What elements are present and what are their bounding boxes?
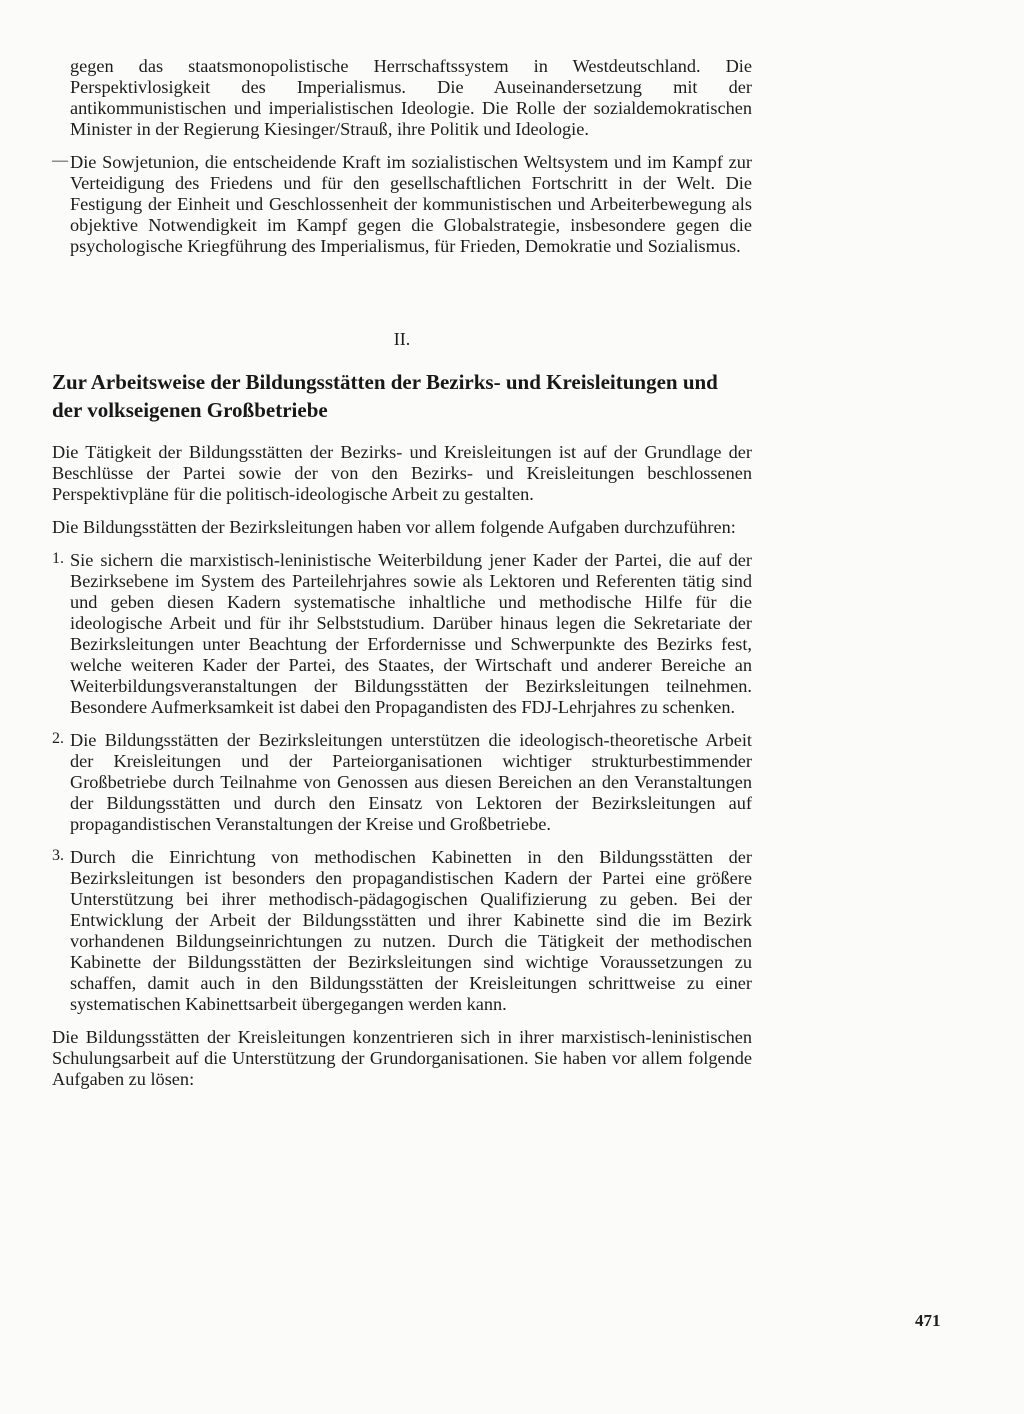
dash-marker: — [52,152,68,169]
section-number: II. [393,329,411,349]
numbered-item-3 [52,847,752,1015]
dash-item-text: Die Sowjetunion, die entscheidende Kraft im sozialistischen Weltsystem und im Kampf zur Verteidigung des Friedens und für den gesellschaftlichen Fortschritt in der Welt. Die Festigung der Einheit und Geschlossenheit der kommunistischen und Arbeiterbewegung als objektive Notwendigkeit im Kampf gegen die Globalstrategie, insbesondere gegen die psychologische Kriegführung des Imperialismus, für Frieden, Demokratie und Sozialismus. [70,152,752,256]
paragraph-2: Die Bildungsstätten der Bezirksleitungen haben vor allem folgende Aufgaben durchzuführen: [52,517,736,537]
paragraph-3: Die Bildungsstätten der Kreisleitungen konzentrieren sich in ihrer marxistisch-leninistischen Schulungsarbeit auf die Unterstützung der Grundorganisationen. Sie haben vor allem folgende Aufgaben zu lösen: [52,1027,752,1089]
item-text: Die Bildungsstätten der Bezirksleitungen unterstützen die ideologisch-theoretische Arbeit der Kreisleitungen und der Parteiorganisationen wichtiger strukturbestimmender Großbetriebe durch Teilnahme von Genossen aus diesen Bereichen an den Veranstaltungen der Bildungsstätten und durch den Einsatz von Lektoren der Bezirksleitungen auf propagandistischen Veranstaltungen der Kreise und Großbetriebe. [70,730,752,834]
dash-list-item [52,152,752,257]
item-number: 3. [52,847,64,864]
item-number: 2. [52,730,64,747]
item-number: 1. [52,550,64,567]
numbered-item-1 [52,550,752,718]
section-heading: Zur Arbeitsweise der Bildungsstätten der Bezirks- und Kreisleitungen und der volkseigenen Großbetriebe [52,370,718,422]
item-text: Durch die Einrichtung von methodischen Kabinetten in den Bildungsstätten der Bezirksleitungen ist besonders den propagandistischen Kadern der Partei eine größere Unterstützung bei ihrer methodisch-pädagogischen Qualifizierung zu geben. Bei der Entwicklung der Arbeit der Bildungsstätten und ihrer Kabinette sind die im Bezirk vorhandenen Bildungseinrichtungen zu nutzen. Durch die Tätigkeit der methodischen Kabinette der Bildungsstätten der Bezirksleitungen sind wichtige Voraussetzungen zu schaffen, damit auch in den Bildungsstätten der Kreisleitungen schrittweise zu einer systematischen Kabinettsarbeit übergegangen werden kann. [70,847,752,1014]
numbered-item-2 [52,730,752,835]
page-number: 471 [915,1311,941,1330]
item-text: Sie sichern die marxistisch-leninistische Weiterbildung jener Kader der Partei, die auf der Bezirksebene im System des Parteilehrjahres sowie als Lektoren und Referenten tätig sind und geben diesen Kadern systematische inhaltliche und methodische Hilfe für die ideologische Arbeit und für ihr Selbststudium. Darüber hinaus legen die Sekretariate der Bezirksleitungen unter Beachtung der Erfordernisse und Schwerpunkte des Bezirks fest, welche weiteren Kader der Partei, des Staates, der Wirtschaft und anderer Bereiche an Weiterbildungsveranstaltungen der Bildungsstätten der Bezirksleitungen teilnehmen. Besondere Aufmerksamkeit ist dabei den Propagandisten des FDJ-Lehrjahres zu schenken. [70,550,752,717]
page-body [52,56,752,1102]
continuation-paragraph: gegen das staatsmonopolistische Herrschaftssystem in Westdeutschland. Die Perspektivlosigkeit des Imperialismus. Die Auseinandersetzung mit der antikommunistischen und imperialistischen Ideologie. Die Rolle der sozialdemokratischen Minister in der Regierung Kiesinger/Strauß, ihre Politik und Ideologie. [70,56,752,139]
paragraph-1: Die Tätigkeit der Bildungsstätten der Bezirks- und Kreisleitungen ist auf der Grundlage der Beschlüsse der Partei sowie der von den Bezirks- und Kreisleitungen beschlossenen Perspektivpläne für die politisch-ideologische Arbeit zu gestalten. [52,442,752,504]
